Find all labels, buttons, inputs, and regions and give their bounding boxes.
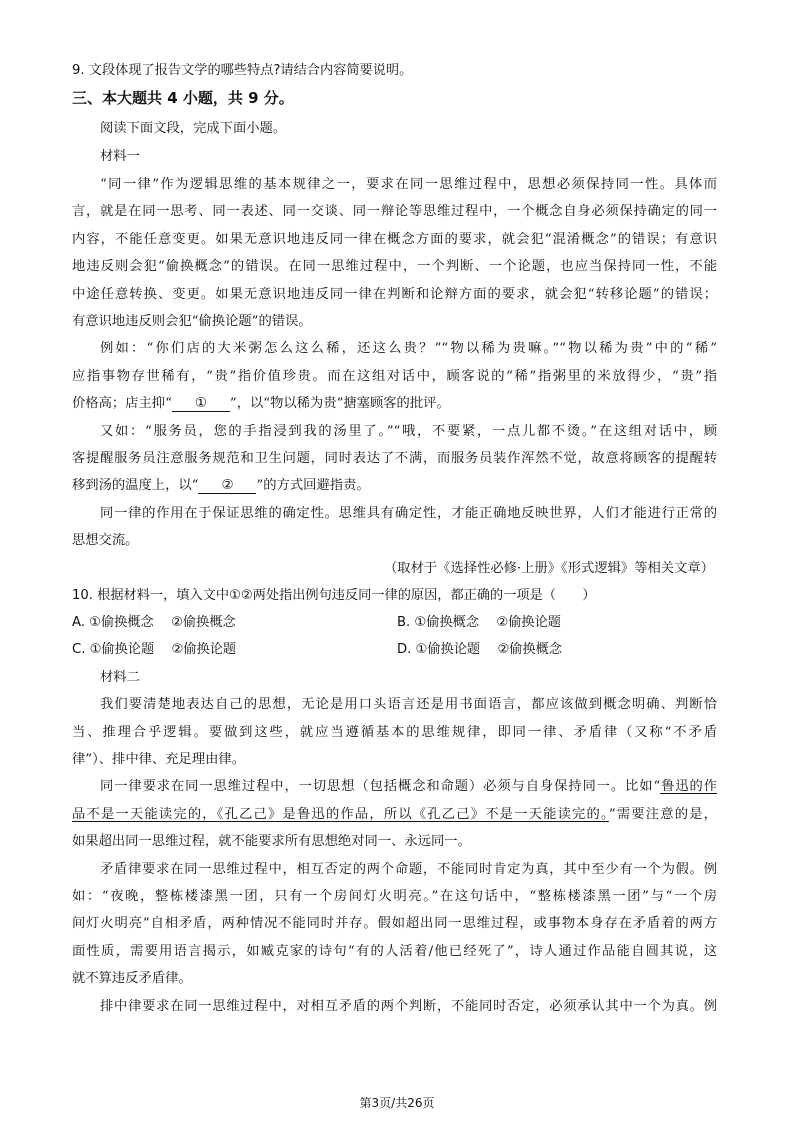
question-10-option-c[interactable]: C. ①偷换论题 ②偷换论题 (72, 642, 237, 657)
material-2-p1-line: 律”）、排中律、充足理由律。 (72, 752, 246, 767)
material-1-p1-line: 内容，不能任意变更。如果无意识地违反同一律在概念方面的要求，就会犯“混淆概念”的错误；有意识 (72, 232, 717, 247)
section-3-heading: 三、本大题共 4 小题，共 9 分。 (72, 89, 294, 107)
material-2-p4-line: 排中律要求在同一思维过程中，对相互矛盾的两个判断，不能同时否定，必须承认其中一个为真。例 (100, 999, 717, 1014)
material-2-p2-line (100, 778, 717, 796)
material-1-p1-line: 中途任意转换、变更。如果无意识地违反同一律在判断和论辩方面的要求，就会犯“转移论题”的错误； (72, 287, 717, 302)
material-1-p2-line: 例如：“你们店的大米粥怎么这么稀，还这么贵？”“物以稀为贵嘛。”“物以稀为贵”中的“稀” (100, 341, 717, 356)
material-2-p1-line: 我们要清楚地表达自己的思想，无论是用口头语言还是用书面语言，都应该做到概念明确、判断恰 (100, 697, 717, 712)
p3-text-before-blank: 移到汤的温度上，以“ (72, 478, 199, 493)
material-2-p2-line: 如果超出同一思维过程，就不能要求所有思想绝对同一、永远同一。 (72, 834, 471, 849)
material-2-p3-line: 矛盾律要求在同一思维过程中，相互否定的两个命题，不能同时肯定为真，其中至少有一个为假。例 (100, 862, 717, 877)
blank-1: ① (172, 396, 230, 412)
material-2-p3-line: 如：“夜晚，整栋楼漆黑一团，只有一个房间灯火明亮。”在这句话中，“整栋楼漆黑一团”与“一个房 (72, 889, 717, 904)
material-1-p3-line (72, 477, 370, 495)
question-10-option-d[interactable]: D. ①偷换论题 ②偷换概念 (397, 642, 563, 657)
material-2-title: 材料二 (100, 670, 140, 685)
material-1-title: 材料一 (100, 149, 140, 164)
material-2-p2-line (72, 806, 717, 824)
material-1-p1-line: 有意识地违反则会犯“偷换论题”的错误。 (72, 314, 312, 329)
material-1-p2-line: 应指事物存世稀有，“贵”指价值珍贵。而在这组对话中，顾客说的“稀”指粥里的米放得少，“贵”指 (72, 369, 717, 384)
blank-2: ② (198, 478, 256, 494)
p3-text-after-blank: ”的方式回避指责。 (256, 478, 370, 493)
material-2-p3-line: 面性质，需要用语言揭示，如臧克家的诗句“有的人活着/他已经死了”，诗人通过作品能自圆其说，这 (72, 944, 717, 959)
material-2-p1-line: 当、推理合乎逻辑。要做到这些，就应当遵循基本的思维规律，即同一律、矛盾律（又称“不矛盾 (72, 725, 717, 740)
material-1-p4-line: 思想交流。 (72, 533, 139, 548)
material-2-p3-line: 间灯火明亮”自相矛盾，两种情况不能同时并存。假如超出同一思维过程，或事物本身存在矛盾着的两方 (72, 916, 717, 931)
p2-line1-text: 同一律要求在同一思维过程中，一切思想（包括概念和命题）必须与自身保持同一。比如“ (100, 779, 661, 794)
material-1-p1-line: “同一律”作为逻辑思维的基本规律之一，要求在同一思维过程中，思想必须保持同一性。具体而 (100, 177, 717, 192)
underlined-example: 品不是一天能读完的，《孔乙己》是鲁迅的作品，所以《孔乙己》不是一天能读完的。 (72, 807, 609, 822)
material-1-p3-line: 又如：“服务员，您的手指浸到我的汤里了。”“哦，不要紧，一点儿都不烫。”在这组对话中，顾 (100, 424, 717, 439)
material-1-p1-line: 地违反则会犯“偷换概念”的错误。在同一思维过程中，一个判断、一个论题，也应当保持同一性，不能 (72, 259, 717, 274)
question-10-stem: 10. 根据材料一，填入文中①②两处指出例句违反同一律的原因，都正确的一项是（ ） (72, 588, 596, 603)
material-1-p4-line: 同一律的作用在于保证思维的确定性。思维具有确定性，才能正确地反映世界，人们才能进行正常的 (100, 506, 717, 521)
question-10-option-b[interactable]: B. ①偷换概念 ②偷换论题 (397, 615, 561, 630)
question-9: 9. 文段体现了报告文学的哪些特点?请结合内容简要说明。 (72, 63, 413, 78)
material-1-p3-line: 客提醒服务员注意服务规范和卫生问题，同时表达了不满，而服务员装作浑然不觉，故意将顾客的提醒转 (72, 451, 717, 466)
underlined-example: 鲁迅的作 (660, 779, 718, 794)
material-1-p1-line: 言，就是在同一思考、同一表述、同一交谈、同一辩论等思维过程中，一个概念自身必须保持确定的同一 (72, 204, 717, 219)
p2-line2-text: ”需要注意的是， (608, 807, 717, 822)
question-10-option-a[interactable]: A. ①偷换概念 ②偷换概念 (72, 615, 236, 630)
p2-text-before-blank: 价格高；店主抑“ (72, 396, 172, 411)
reading-instruction: 阅读下面文段，完成下面小题。 (100, 121, 287, 136)
material-2-p3-line: 就不算违反矛盾律。 (72, 971, 192, 986)
material-1-source: （取材于《选择性必修·上册》《形式逻辑》等相关文章） (384, 561, 714, 576)
material-1-p2-line (72, 395, 450, 413)
page-number: 第3页/共26页 (359, 1096, 435, 1110)
p2-text-after-blank: ”，以“物以稀为贵”搪塞顾客的批评。 (229, 396, 450, 411)
